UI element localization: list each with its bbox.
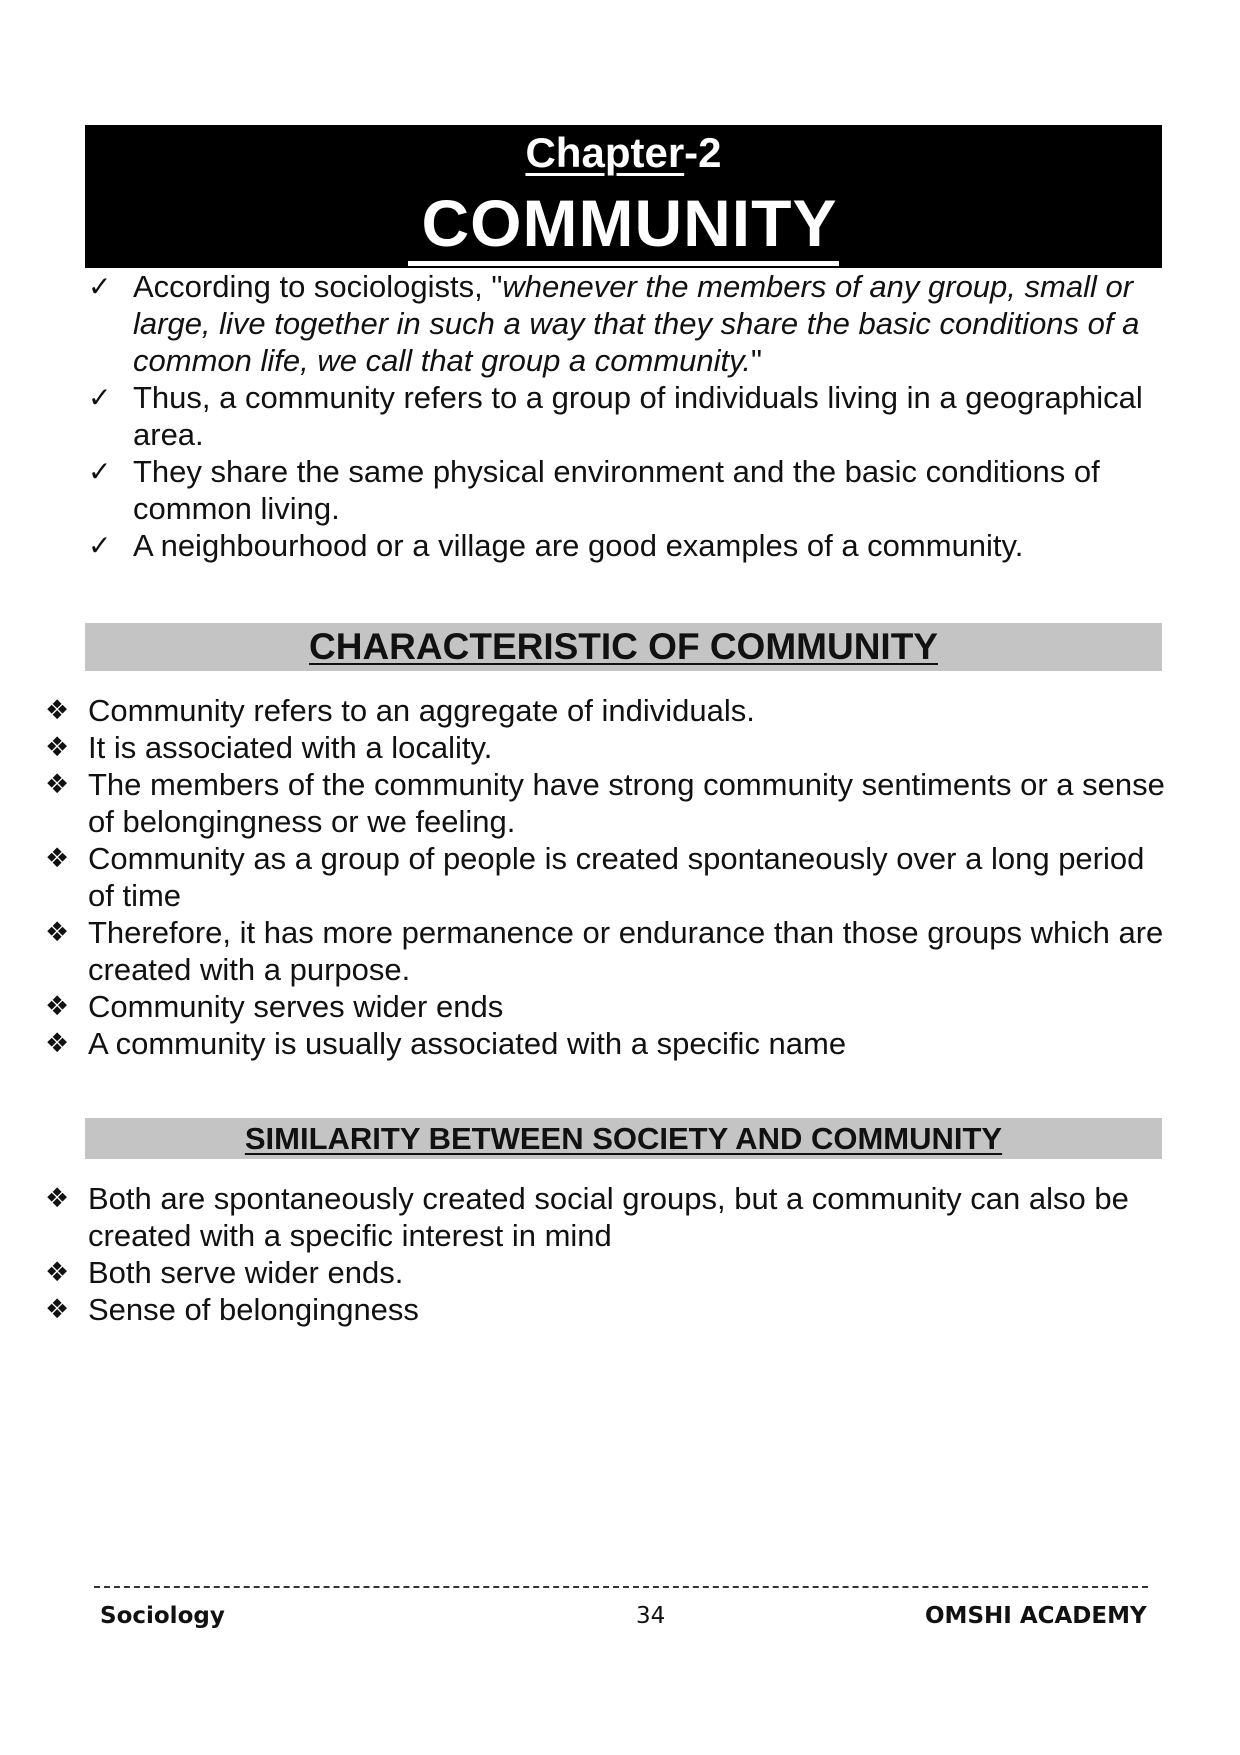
checkmark-icon: ✓ (88, 456, 112, 487)
list-item: ✓ According to sociologists, "whenever the members of any group, small or large, live together in such a way that they share the basic conditions of a common life, we call that group a community." (88, 269, 1140, 378)
list-item: ❖ Both are spontaneously created social groups, but a community can also be created with a specific interest in mind (45, 1181, 1129, 1253)
list-item: ✓ Thus, a community refers to a group of individuals living in a geographical area. (88, 380, 1143, 452)
chapter-prefix: Chapter (525, 129, 685, 176)
list-item: ✓ A neighbourhood or a village are good examples of a community. (88, 528, 1024, 563)
diamond-bullet-icon: ❖ (45, 1028, 70, 1058)
diamond-bullet-icon: ❖ (45, 695, 70, 725)
chapter-number: -2 (684, 129, 722, 176)
diamond-bullet-icon: ❖ (45, 1257, 70, 1287)
diamond-bullet-icon: ❖ (45, 1294, 70, 1324)
checkmark-icon: ✓ (88, 271, 112, 302)
characteristics-heading: CHARACTERISTIC OF COMMUNITY (85, 623, 1162, 671)
similarity-list (45, 1180, 1175, 1328)
list-item: ❖ Therefore, it has more permanence or endurance than those groups which are created with a purpose. (45, 915, 1164, 987)
list-item: ❖ It is associated with a locality. (45, 730, 493, 765)
list-item: ❖ The members of the community have strong community sentiments or a sense of belongingness or we feeling. (45, 767, 1165, 839)
definition-quote: whenever the members of any group, small or large, live together in such a way that they share the basic conditions of a common life, we call that group a community. (133, 269, 1140, 378)
list-item: ❖ Community refers to an aggregate of individuals. (45, 693, 755, 728)
checkmark-icon: ✓ (88, 530, 112, 561)
list-item: ❖ Both serve wider ends. (45, 1255, 404, 1290)
list-item: ❖ Community serves wider ends (45, 989, 504, 1024)
chapter-header (85, 125, 1162, 268)
footer-subject: Sociology (100, 1603, 225, 1629)
footer-publisher: OMSHI ACADEMY (925, 1603, 1147, 1629)
diamond-bullet-icon: ❖ (45, 843, 70, 873)
intro-list (88, 268, 1168, 564)
diamond-bullet-icon: ❖ (45, 917, 70, 947)
list-item: ✓ They share the same physical environment and the basic conditions of common living. (88, 454, 1100, 526)
characteristics-list (45, 692, 1175, 1062)
diamond-bullet-icon: ❖ (45, 991, 70, 1021)
list-item: ❖ Sense of belongingness (45, 1292, 419, 1327)
page-number: 34 (636, 1603, 666, 1629)
checkmark-icon: ✓ (88, 382, 112, 413)
diamond-bullet-icon: ❖ (45, 732, 70, 762)
similarity-heading: SIMILARITY BETWEEN SOCIETY AND COMMUNITY (85, 1118, 1162, 1159)
footer-divider (94, 1586, 1148, 1588)
list-item: ❖ Community as a group of people is created spontaneously over a long period of time (45, 841, 1145, 913)
list-item: ❖ A community is usually associated with a specific name (45, 1026, 847, 1061)
chapter-label (85, 129, 1162, 177)
diamond-bullet-icon: ❖ (45, 769, 70, 799)
diamond-bullet-icon: ❖ (45, 1183, 70, 1213)
chapter-title: COMMUNITY (85, 185, 1162, 266)
